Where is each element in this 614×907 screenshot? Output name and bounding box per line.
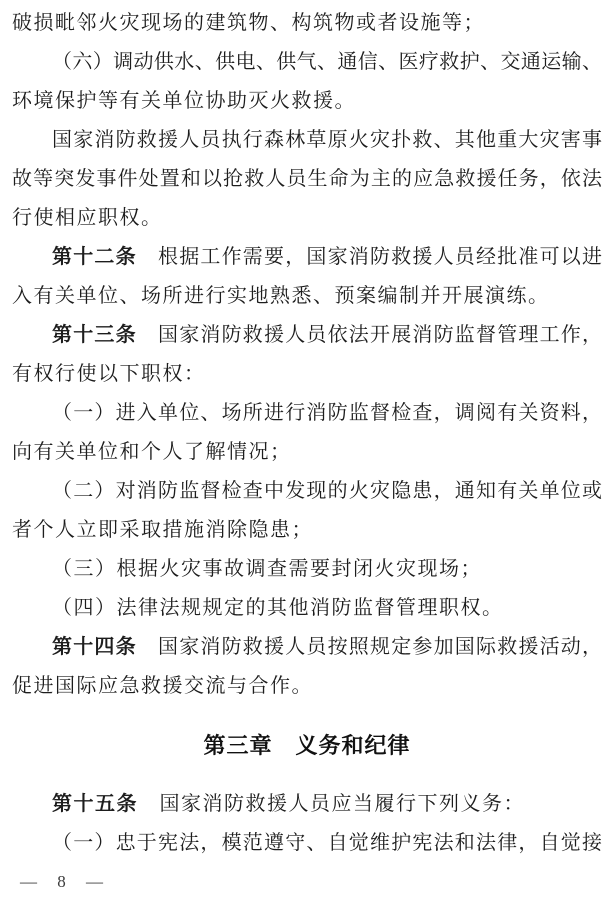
body-line: （六）调动供水、供电、供气、通信、医疗救护、交通运输、 bbox=[52, 51, 602, 73]
page-number: — 8 — bbox=[20, 872, 105, 891]
body-line: 国家消防救援人员执行森林草原火灾扑救、其他重大灾害事 bbox=[52, 129, 602, 151]
body-line: 环境保护等有关单位协助灭火救援。 bbox=[12, 90, 356, 112]
article-number: 第十三条 bbox=[52, 324, 137, 346]
article-line bbox=[12, 238, 602, 277]
article-number: 第十五条 bbox=[52, 793, 138, 815]
body-line: 者个人立即采取措施消除隐患； bbox=[12, 519, 313, 541]
line-text: 国家消防救援人员应当履行下列义务： bbox=[138, 793, 525, 815]
body-line: 故等突发事件处置和以抢救人员生命为主的应急救援任务，依法 bbox=[12, 168, 602, 190]
body-line: 向有关单位和个人了解情况； bbox=[12, 441, 292, 463]
page-footer bbox=[20, 869, 105, 895]
body-line: 入有关单位、场所进行实地熟悉、预案编制并开展演练。 bbox=[12, 285, 550, 307]
body-line: （三）根据火灾事故调查需要封闭火灾现场； bbox=[52, 558, 482, 580]
line-text: 国家消防救援人员依法开展消防监督管理工作， bbox=[136, 324, 603, 346]
body-line: 破损毗邻火灾现场的建筑物、构筑物或者设施等； bbox=[12, 12, 485, 34]
body-line: 有权行使以下职权： bbox=[12, 363, 206, 385]
body-line: （二）对消防监督检查中发现的火灾隐患，通知有关单位或 bbox=[52, 480, 602, 502]
article-number: 第十二条 bbox=[52, 246, 137, 268]
document-body bbox=[12, 4, 602, 863]
body-line: （一）忠于宪法，模范遵守、自觉维护宪法和法律，自觉接 bbox=[52, 832, 602, 854]
body-line: （一）进入单位、场所进行消防监督检查，调阅有关资料， bbox=[52, 402, 602, 424]
chapter-heading: 第三章 义务和纪律 bbox=[203, 733, 411, 758]
article-line bbox=[12, 316, 602, 355]
line-text: 根据工作需要，国家消防救援人员经批准可以进 bbox=[136, 246, 603, 268]
article-line bbox=[12, 628, 602, 667]
article-number: 第十四条 bbox=[52, 636, 137, 658]
body-line: 促进国际应急救援交流与合作。 bbox=[12, 675, 313, 697]
body-line: 行使相应职权。 bbox=[12, 207, 163, 229]
body-line: （四）法律法规规定的其他消防监督管理职权。 bbox=[52, 597, 504, 619]
article-line bbox=[12, 785, 602, 824]
line-text: 国家消防救援人员按照规定参加国际救援活动， bbox=[136, 636, 603, 658]
